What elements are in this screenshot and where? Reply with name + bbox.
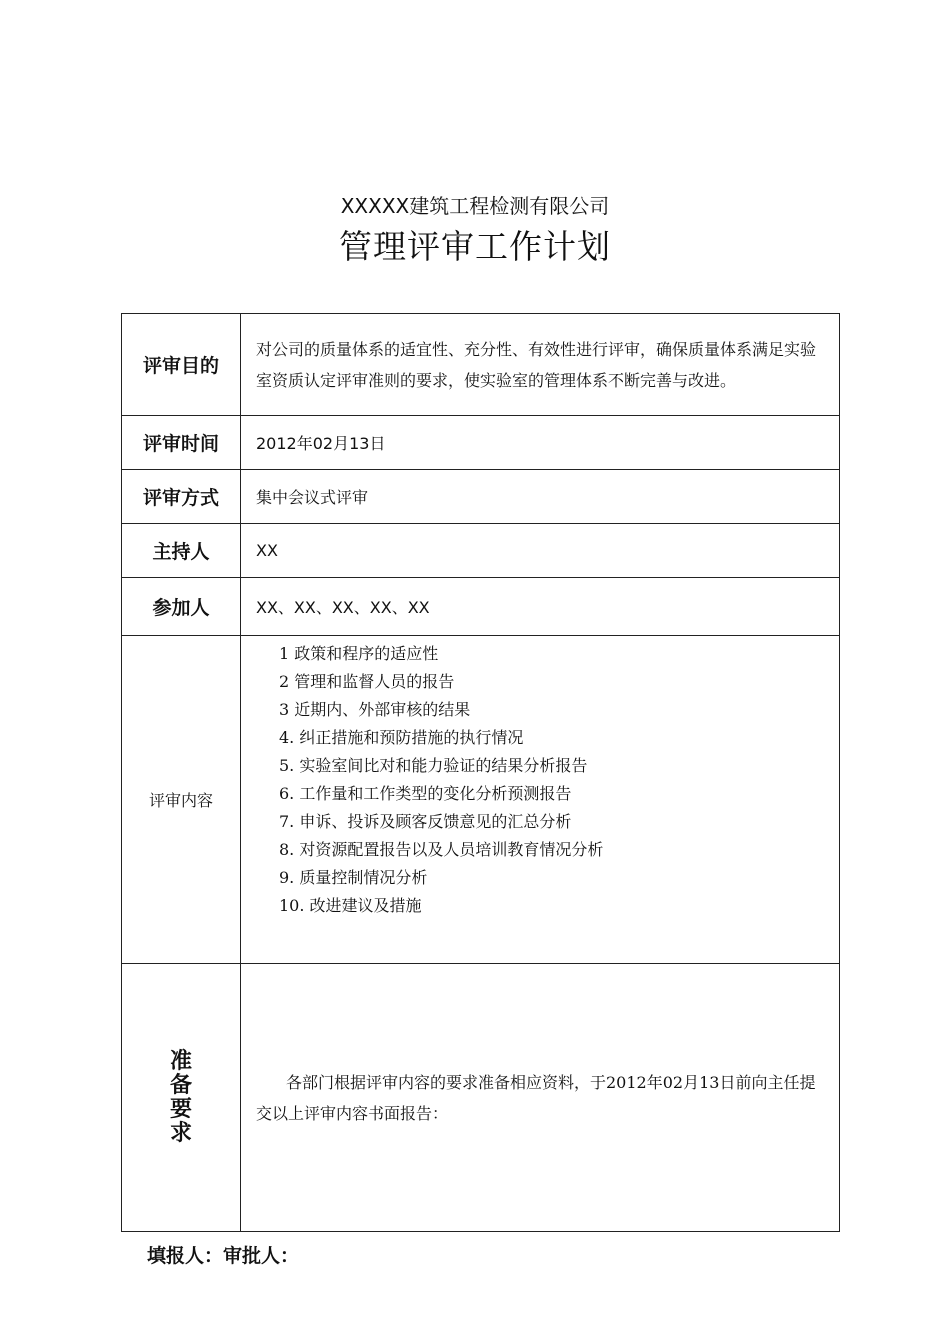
row-participants [122, 578, 840, 636]
preparation-label: 准备要求 [169, 1048, 192, 1146]
row-purpose [122, 314, 840, 416]
time-label: 评审时间 [122, 416, 241, 470]
list-item: 10. 改进建议及措施 [279, 896, 422, 915]
list-item: 3 近期内、外部审核的结果 [279, 700, 471, 719]
row-content [122, 636, 840, 964]
list-item: 4. 纠正措施和预防措施的执行情况 [279, 728, 524, 747]
content-cell [241, 636, 840, 964]
list-item: 8. 对资源配置报告以及人员培训教育情况分析 [279, 840, 604, 859]
document-title: 管理评审工作计划 [339, 227, 611, 266]
preparation-value: 各部门根据评审内容的要求准备相应资料，于2012年02月13日前向主任提交以上评审内容书面报告： [256, 1072, 816, 1123]
list-item: 9. 质量控制情况分析 [279, 868, 428, 887]
preparation-cell [241, 964, 840, 1232]
participants-value: XX、XX、XX、XX、XX [241, 578, 840, 636]
company-name: XXXXX建筑工程检测有限公司 [340, 194, 610, 218]
host-label: 主持人 [122, 524, 241, 578]
list-item: 7. 申诉、投诉及顾客反馈意见的汇总分析 [279, 812, 572, 831]
method-label: 评审方式 [122, 470, 241, 524]
host-value: XX [241, 524, 840, 578]
time-value: 2012年02月13日 [241, 416, 840, 470]
row-method [122, 470, 840, 524]
content-label: 评审内容 [122, 636, 241, 964]
preparation-label-cell [122, 964, 241, 1232]
purpose-label: 评审目的 [122, 314, 241, 416]
list-item: 1 政策和程序的适应性 [279, 644, 439, 663]
list-item: 5. 实验室间比对和能力验证的结果分析报告 [279, 756, 588, 775]
method-value: 集中会议式评审 [241, 470, 840, 524]
review-plan-table [121, 313, 840, 1232]
list-item: 6. 工作量和工作类型的变化分析预测报告 [279, 784, 572, 803]
content-list [256, 640, 827, 920]
purpose-value: 对公司的质量体系的适宜性、充分性、有效性进行评审，确保质量体系满足实验室资质认定评审准则的要求，使实验室的管理体系不断完善与改进。 [256, 339, 817, 390]
list-item: 2 管理和监督人员的报告 [279, 672, 455, 691]
purpose-cell [241, 314, 840, 416]
row-preparation [122, 964, 840, 1232]
participants-label: 参加人 [122, 578, 241, 636]
signers-line: 填报人：审批人： [147, 1245, 300, 1267]
row-time [122, 416, 840, 470]
row-host [122, 524, 840, 578]
